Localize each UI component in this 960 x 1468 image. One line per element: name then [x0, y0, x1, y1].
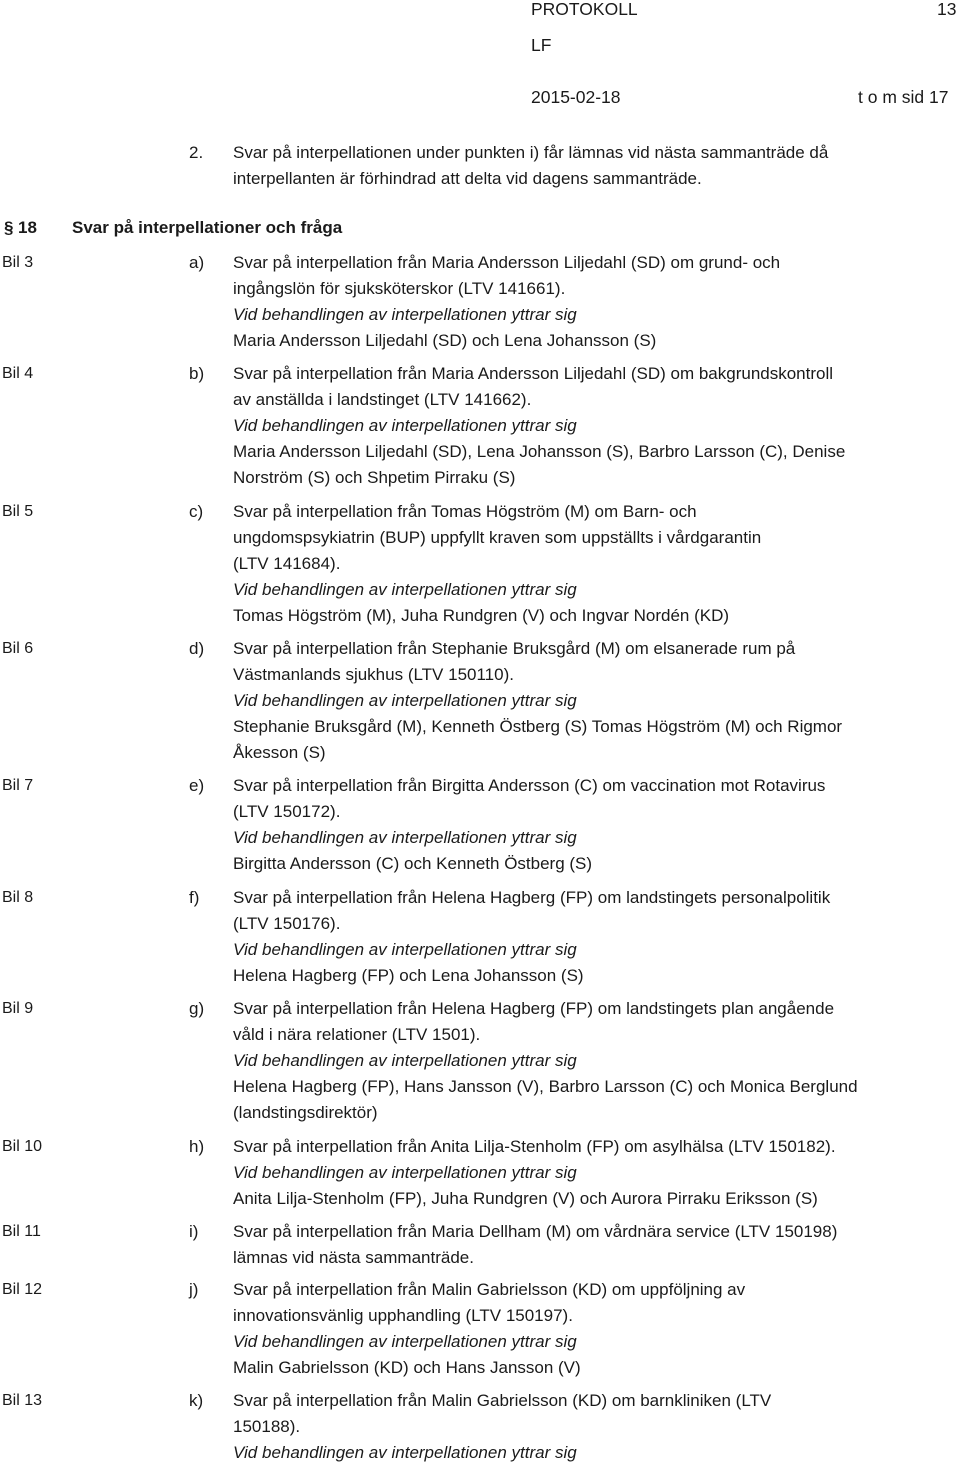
page-range: t o m sid 17 [858, 87, 949, 107]
item-letter: i) [189, 1222, 199, 1241]
speakers-line: Birgitta Andersson (C) och Kenneth Östberg (S) [233, 854, 593, 873]
speakers-line: Norström (S) och Shpetim Pirraku (S) [233, 468, 516, 487]
meeting-date: 2015-02-18 [531, 87, 621, 107]
item-letter: d) [189, 639, 205, 658]
page-number: 13 [937, 0, 957, 19]
item-text-line: Svar på interpellation från Tomas Högström (M) om Barn- och [233, 502, 697, 521]
item-text-line: (LTV 150176). [233, 914, 341, 933]
item-text-line: Svar på interpellation från Birgitta Andersson (C) om vaccination mot Rotavirus [233, 776, 826, 795]
speakers-line: Stephanie Bruksgård (M), Kenneth Östberg (S) Tomas Högström (M) och Rigmor [233, 717, 843, 736]
item-letter: c) [189, 502, 204, 521]
speakers-label: Vid behandlingen av interpellationen yttrar sig [233, 580, 577, 599]
speakers-line: Malin Gabrielsson (KD) och Hans Jansson (V) [233, 1358, 581, 1377]
attachment-label: Bil 9 [2, 1000, 34, 1017]
attachment-label: Bil 4 [2, 365, 34, 382]
item-text-line: Svar på interpellation från Stephanie Bruksgård (M) om elsanerade rum på [233, 639, 796, 658]
item-text-line: 150188). [233, 1417, 301, 1436]
attachment-label: Bil 8 [2, 889, 34, 906]
item-text-line: Svar på interpellation från Maria Andersson Liljedahl (SD) om grund- och [233, 253, 781, 272]
document-type: PROTOKOLL [531, 0, 638, 19]
attachment-label: Bil 6 [2, 640, 34, 657]
item-text-line: innovationsvänlig upphandling (LTV 150197). [233, 1306, 573, 1325]
speakers-line: Anita Lilja-Stenholm (FP), Juha Rundgren (V) och Aurora Pirraku Eriksson (S) [233, 1189, 818, 1208]
intro-item-line: Svar på interpellationen under punkten i) får lämnas vid nästa sammanträde då [233, 143, 829, 162]
item-letter: e) [189, 776, 205, 795]
speakers-line: Maria Andersson Liljedahl (SD), Lena Johansson (S), Barbro Larsson (C), Denise [233, 442, 846, 461]
item-text-line: Svar på interpellation från Anita Lilja-Stenholm (FP) om asylhälsa (LTV 150182). [233, 1137, 836, 1156]
item-letter: b) [189, 364, 205, 383]
item-letter: g) [189, 999, 205, 1018]
speakers-line: Helena Hagberg (FP), Hans Jansson (V), Barbro Larsson (C) och Monica Berglund [233, 1077, 858, 1096]
speakers-label: Vid behandlingen av interpellationen yttrar sig [233, 1051, 577, 1070]
item-text-line: (LTV 141684). [233, 554, 341, 573]
item-text-line: lämnas vid nästa sammanträde. [233, 1248, 474, 1267]
speakers-line: Åkesson (S) [233, 743, 326, 762]
attachment-label: Bil 5 [2, 503, 34, 520]
item-text-line: Svar på interpellation från Malin Gabrielsson (KD) om uppföljning av [233, 1280, 746, 1299]
attachment-label: Bil 13 [2, 1392, 43, 1409]
speakers-label: Vid behandlingen av interpellationen yttrar sig [233, 828, 577, 847]
item-letter: a) [189, 253, 205, 272]
item-text-line: ungdomspsykiatrin (BUP) uppfyllt kraven som uppställts i vårdgarantin [233, 528, 762, 547]
speakers-label: Vid behandlingen av interpellationen yttrar sig [233, 416, 577, 435]
section-symbol: § [4, 218, 14, 237]
item-letter: j) [189, 1280, 199, 1299]
item-text-line: Svar på interpellation från Maria Andersson Liljedahl (SD) om bakgrundskontroll [233, 364, 834, 383]
speakers-line: Maria Andersson Liljedahl (SD) och Lena Johansson (S) [233, 331, 657, 350]
section-title: Svar på interpellationer och fråga [72, 218, 343, 237]
item-text-line: våld i nära relationer (LTV 1501). [233, 1025, 481, 1044]
organisation: LF [531, 35, 552, 55]
attachment-label: Bil 3 [2, 254, 34, 271]
attachment-label: Bil 11 [2, 1223, 41, 1240]
speakers-label: Vid behandlingen av interpellationen yttrar sig [233, 940, 577, 959]
item-letter: h) [189, 1137, 205, 1156]
section-number: 18 [18, 218, 37, 237]
item-text-line: Västmanlands sjukhus (LTV 150110). [233, 665, 514, 684]
item-text-line: Svar på interpellation från Helena Hagberg (FP) om landstingets plan angående [233, 999, 835, 1018]
speakers-label: Vid behandlingen av interpellationen yttrar sig [233, 1163, 577, 1182]
speakers-line: (landstingsdirektör) [233, 1103, 378, 1122]
item-text-line: Svar på interpellation från Maria Dellham (M) om vårdnära service (LTV 150198) [233, 1222, 838, 1241]
item-text-line: Svar på interpellation från Helena Hagberg (FP) om landstingets personalpolitik [233, 888, 831, 907]
attachment-label: Bil 12 [2, 1281, 43, 1298]
item-letter: k) [189, 1391, 204, 1410]
speakers-line: Helena Hagberg (FP) och Lena Johansson (S) [233, 966, 584, 985]
item-letter: f) [189, 888, 200, 907]
speakers-line: Tomas Högström (M), Juha Rundgren (V) och Ingvar Nordén (KD) [233, 606, 730, 625]
speakers-label: Vid behandlingen av interpellationen yttrar sig [233, 691, 577, 710]
attachment-label: Bil 10 [2, 1138, 43, 1155]
item-text-line: (LTV 150172). [233, 802, 341, 821]
item-text-line: ingångslön för sjuksköterskor (LTV 141661). [233, 279, 566, 298]
attachment-label: Bil 7 [2, 777, 34, 794]
intro-item-line: interpellanten är förhindrad att delta vid dagens sammanträde. [233, 169, 702, 188]
item-text-line: av anställda i landstinget (LTV 141662). [233, 390, 532, 409]
speakers-label: Vid behandlingen av interpellationen yttrar sig [233, 305, 577, 324]
speakers-label: Vid behandlingen av interpellationen yttrar sig [233, 1443, 577, 1462]
intro-item-number: 2. [189, 143, 204, 162]
item-text-line: Svar på interpellation från Malin Gabrielsson (KD) om barnkliniken (LTV [233, 1391, 772, 1410]
speakers-label: Vid behandlingen av interpellationen yttrar sig [233, 1332, 577, 1351]
